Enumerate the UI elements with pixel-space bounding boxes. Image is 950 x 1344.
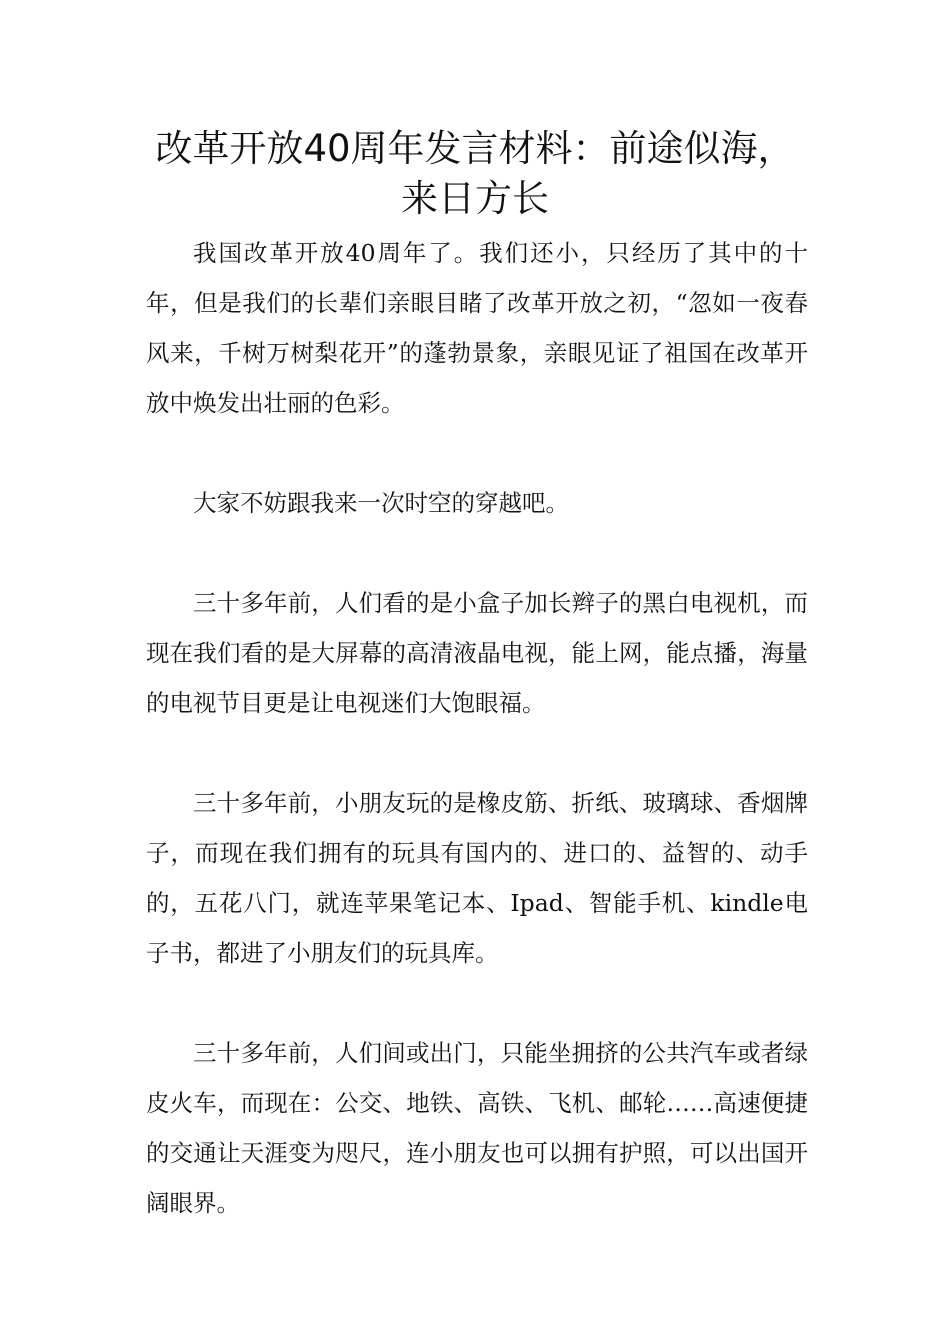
document-title: 改革开放40周年发言材料：前途似海，来日方长 xyxy=(155,127,795,220)
paragraph-3: 三十多年前，人们看的是小盒子加长辫子的黑白电视机，而现在我们看的是大屏幕的高清液晶电视，能上网，能点播，海量的电视节目更是让电视迷们大饱眼福。 xyxy=(146,589,808,717)
paragraph-spacer xyxy=(146,978,808,1028)
document-body xyxy=(146,228,808,1228)
paragraph-spacer xyxy=(146,728,808,778)
paragraph-5: 三十多年前，人们间或出门，只能坐拥挤的公共汽车或者绿皮火车，而现在：公交、地铁、高铁、飞机、邮轮……高速便捷的交通让天涯变为咫尺，连小朋友也可以拥有护照，可以出国开阔眼界。 xyxy=(146,1039,808,1217)
paragraph-2: 大家不妨跟我来一次时空的穿越吧。 xyxy=(193,489,569,517)
paragraph-1: 我国改革开放40周年了。我们还小，只经历了其中的十年，但是我们的长辈们亲眼目睹了改革开放之初，“忽如一夜春风来，千树万树梨花开”的蓬勃景象，亲眼见证了祖国在改革开放中焕发出壮丽的色彩。 xyxy=(146,239,808,417)
paragraph-spacer xyxy=(146,428,808,478)
paragraph-4: 三十多年前，小朋友玩的是橡皮筋、折纸、玻璃球、香烟牌子，而现在我们拥有的玩具有国内的、进口的、益智的、动手的，五花八门，就连苹果笔记本、Ipad、智能手机、kindle电子书，都进了小朋友们的玩具库。 xyxy=(146,789,808,967)
paragraph-spacer xyxy=(146,528,808,578)
